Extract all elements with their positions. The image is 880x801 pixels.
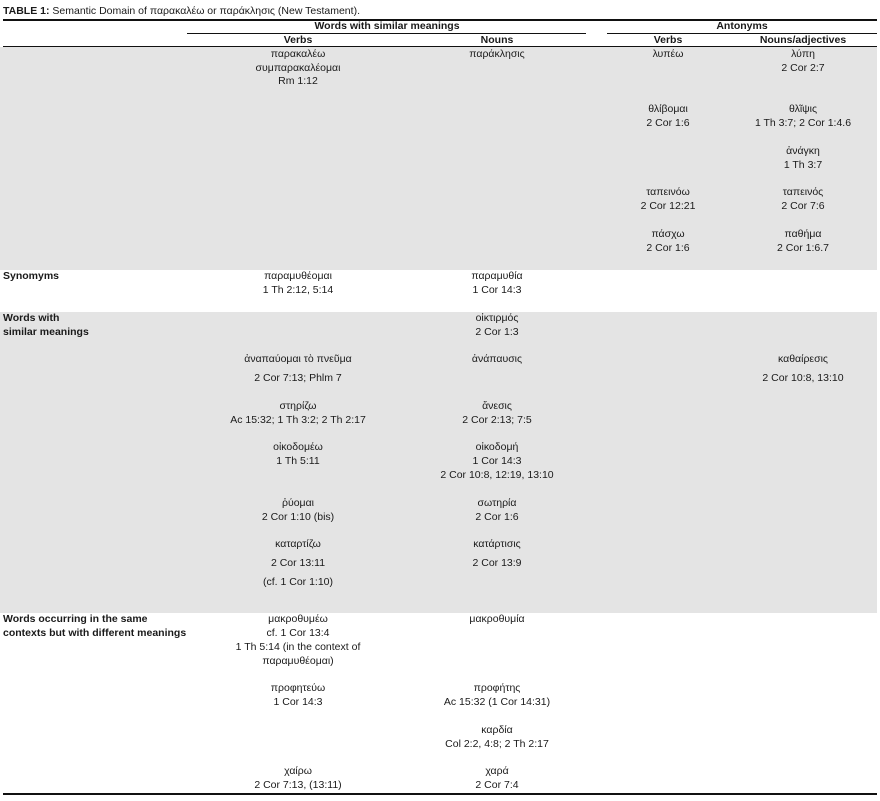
context-noun-chara: χαρά bbox=[485, 765, 509, 777]
table-bottom-rule bbox=[3, 793, 877, 795]
row-label-similar-line2: similar meanings bbox=[3, 326, 89, 338]
similar-noun-oikodome-ref2: 2 Cor 10:8, 12:19, 13:10 bbox=[440, 469, 554, 481]
similar-verb-anapauomai-ref: 2 Cor 7:13; Phlm 7 bbox=[254, 372, 342, 384]
header-antonyms: Antonyms bbox=[716, 20, 768, 32]
context-noun-makrothymia: μακροθυμία bbox=[469, 613, 525, 625]
header-similar-meanings: Words with similar meanings bbox=[314, 20, 460, 32]
context-noun-prophetes: προφήτης bbox=[473, 682, 521, 694]
context-noun-kardia-ref: Col 2:2, 4:8; 2 Th 2:17 bbox=[445, 738, 549, 750]
similar-noun-katartisis: κατάρτισις bbox=[473, 538, 521, 550]
similar-noun-oikodome-ref1: 1 Cor 14:3 bbox=[472, 455, 522, 467]
similar-noun-anesis: ἄνεσις bbox=[482, 400, 512, 412]
similar-verb-anapauomai: ἀναπαύομαι τὸ πνεῦμα bbox=[244, 353, 352, 365]
row-label-similar-line1: Words with bbox=[3, 312, 60, 324]
row-label-synonyms: Synomyms bbox=[3, 270, 60, 282]
context-verb-propheteuo-ref: 1 Cor 14:3 bbox=[273, 696, 323, 708]
header-antonym-nouns: Nouns/adjectives bbox=[759, 34, 847, 46]
antonym-noun-thlipsis-ref: 1 Th 3:7; 2 Cor 1:4.6 bbox=[754, 117, 852, 129]
similar-verb-katartizo-ref: 2 Cor 13:11 bbox=[270, 557, 326, 569]
header-nouns: Nouns bbox=[480, 34, 514, 46]
antonym-verb-lypeo: λυπέω bbox=[652, 48, 684, 60]
antonym-noun-tapeinos-ref: 2 Cor 7:6 bbox=[781, 200, 825, 212]
antonym-noun-pathema-ref: 2 Cor 1:6.7 bbox=[777, 242, 829, 254]
context-verb-chairo: χαίρω bbox=[284, 765, 312, 777]
antonym-verb-pascho-ref: 2 Cor 1:6 bbox=[646, 242, 690, 254]
antonym-noun-anagke-ref: 1 Th 3:7 bbox=[783, 159, 823, 171]
antonym-verb-thlibomai-ref: 2 Cor 1:6 bbox=[646, 117, 690, 129]
similar-noun-oikodome: οἰκοδομή bbox=[475, 441, 519, 453]
context-verb-propheteuo: προφητεύω bbox=[270, 682, 326, 694]
header-verbs: Verbs bbox=[283, 34, 313, 46]
context-noun-prophetes-ref: Ac 15:32 (1 Cor 14:31) bbox=[443, 696, 551, 708]
row1-verb-reference: Rm 1:12 bbox=[278, 75, 318, 87]
header-antonym-verbs: Verbs bbox=[653, 34, 683, 46]
antonym-verb-tapeinoo-ref: 2 Cor 12:21 bbox=[640, 200, 696, 212]
similar-verb-rhyomai: ῥύομαι bbox=[281, 497, 315, 509]
synonym-noun-reference: 1 Cor 14:3 bbox=[472, 284, 522, 296]
similar-noun-oiktirmos-ref: 2 Cor 1:3 bbox=[475, 326, 519, 338]
antonym-noun-tapeinos: ταπεινός bbox=[782, 186, 824, 198]
row1-noun-paraklesis: παράκλησις bbox=[469, 48, 525, 60]
synonym-verb-reference: 1 Th 2:12, 5:14 bbox=[262, 284, 334, 296]
similar-noun-anapausis: ἀνάπαυσις bbox=[471, 353, 523, 365]
context-noun-chara-ref: 2 Cor 7:4 bbox=[475, 779, 519, 791]
similar-verb-sterizo: στηρίζω bbox=[279, 400, 317, 412]
similar-verb-rhyomai-ref: 2 Cor 1:10 (bis) bbox=[261, 511, 335, 523]
synonym-noun-paramythia: παραμυθία bbox=[471, 270, 523, 282]
similar-verb-sterizo-ref: Ac 15:32; 1 Th 3:2; 2 Th 2:17 bbox=[230, 414, 366, 426]
context-verb-makrothymeo-ref: 1 Th 5:14 (in the context of bbox=[235, 641, 361, 653]
similar-noun-oiktirmos: οἰκτιρμός bbox=[475, 312, 519, 324]
similar-antonym-kathairesis: καθαίρεσις bbox=[778, 353, 828, 365]
similar-group-rule bbox=[187, 33, 586, 34]
context-verb-makrothymeo-cf: cf. 1 Cor 13:4 bbox=[266, 627, 330, 639]
antonym-verb-tapeinoo: ταπεινόω bbox=[646, 186, 690, 198]
similar-verb-katartizo-cf: (cf. 1 Cor 1:10) bbox=[262, 576, 334, 588]
row-band-main bbox=[0, 47, 877, 270]
row1-verb-symparakaleomai: συμπαρακαλέομαι bbox=[255, 62, 341, 74]
caption-text: Semantic Domain of παρακαλέω or παράκλησις (New Testament). bbox=[49, 5, 360, 17]
row1-verb-parakaleo: παρακαλέω bbox=[270, 48, 326, 60]
similar-verb-oikodomeo: οἰκοδομέω bbox=[273, 441, 323, 453]
context-verb-chairo-ref: 2 Cor 7:13, (13:11) bbox=[254, 779, 342, 791]
context-verb-makrothymeo: μακροθυμέω bbox=[268, 613, 328, 625]
antonym-noun-thlipsis: θλῖψις bbox=[788, 103, 818, 115]
antonym-noun-anagke: ἀνάγκη bbox=[786, 145, 820, 157]
caption-label: TABLE 1: bbox=[3, 5, 50, 17]
antonym-noun-lype: λύπη bbox=[791, 48, 815, 60]
similar-noun-katartisis-ref: 2 Cor 13:9 bbox=[472, 557, 522, 569]
similar-noun-anesis-ref: 2 Cor 2:13; 7:5 bbox=[462, 414, 532, 426]
antonym-verb-thlibomai: θλίβομαι bbox=[648, 103, 688, 115]
row-label-contexts-line1: Words occurring in the same bbox=[3, 613, 148, 625]
synonym-verb-paramytheomai: παραμυθέομαι bbox=[264, 270, 332, 282]
similar-noun-soteria: σωτηρία bbox=[477, 497, 517, 509]
row-band-similar bbox=[0, 312, 877, 613]
similar-noun-soteria-ref: 2 Cor 1:6 bbox=[475, 511, 519, 523]
similar-verb-oikodomeo-ref: 1 Th 5:11 bbox=[276, 455, 320, 467]
row-label-contexts-line2: contexts but with different meanings bbox=[3, 627, 187, 639]
antonym-noun-pathema: παθήμα bbox=[784, 228, 822, 240]
similar-antonym-kathairesis-ref: 2 Cor 10:8, 13:10 bbox=[762, 372, 844, 384]
context-verb-makrothymeo-note: παραμυθέομαι) bbox=[262, 655, 334, 667]
similar-verb-katartizo: καταρτίζω bbox=[275, 538, 321, 550]
context-noun-kardia: καρδία bbox=[481, 724, 513, 736]
antonym-noun-lype-ref: 2 Cor 2:7 bbox=[781, 62, 825, 74]
antonym-verb-pascho: πάσχω bbox=[651, 228, 685, 240]
table-caption bbox=[3, 4, 360, 18]
